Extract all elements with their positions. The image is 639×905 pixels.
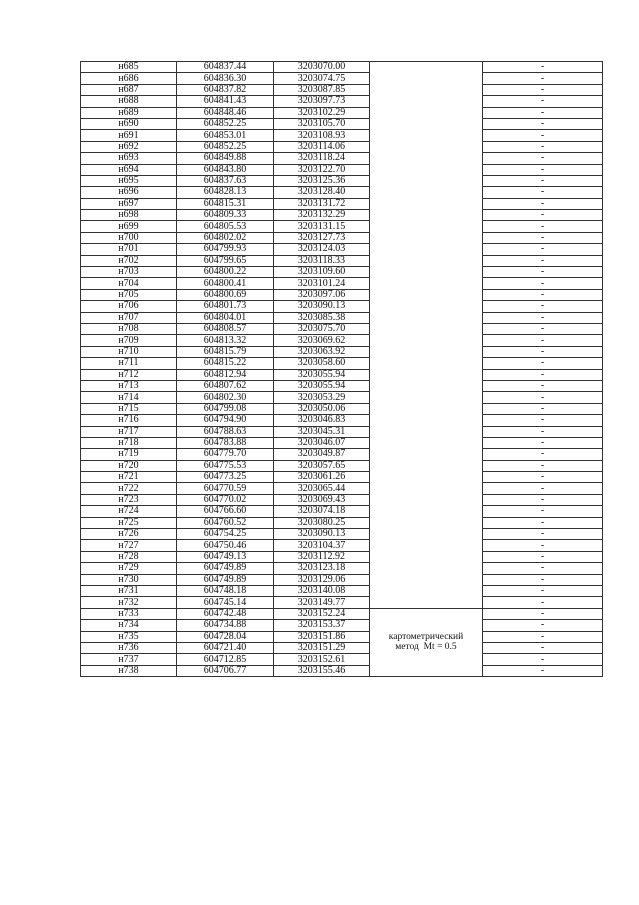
x-coordinate-cell: 604788.63 bbox=[177, 426, 274, 437]
y-coordinate-cell: 3203045.31 bbox=[274, 426, 370, 437]
x-coordinate-cell: 604848.46 bbox=[177, 107, 274, 118]
error-value-cell: - bbox=[483, 529, 603, 540]
table-row bbox=[81, 654, 603, 665]
error-value-cell: - bbox=[483, 494, 603, 505]
point-id-cell: н735 bbox=[81, 631, 177, 642]
x-coordinate-cell: 604853.01 bbox=[177, 130, 274, 141]
error-value-cell: - bbox=[483, 358, 603, 369]
table-row bbox=[81, 460, 603, 471]
point-id-cell: н699 bbox=[81, 221, 177, 232]
y-coordinate-cell: 3203063.92 bbox=[274, 346, 370, 357]
point-id-cell: н726 bbox=[81, 529, 177, 540]
y-coordinate-cell: 3203122.70 bbox=[274, 164, 370, 175]
error-value-cell: - bbox=[483, 289, 603, 300]
x-coordinate-cell: 604837.82 bbox=[177, 84, 274, 95]
point-id-cell: н690 bbox=[81, 118, 177, 129]
error-value-cell: - bbox=[483, 506, 603, 517]
error-value-cell: - bbox=[483, 312, 603, 323]
y-coordinate-cell: 3203131.15 bbox=[274, 221, 370, 232]
y-coordinate-cell: 3203069.43 bbox=[274, 494, 370, 505]
coordinates-table bbox=[80, 61, 603, 677]
y-coordinate-cell: 3203109.60 bbox=[274, 267, 370, 278]
table-row bbox=[81, 483, 603, 494]
error-value-cell: - bbox=[483, 460, 603, 471]
table-row bbox=[81, 312, 603, 323]
point-id-cell: н734 bbox=[81, 620, 177, 631]
table-row bbox=[81, 517, 603, 528]
x-coordinate-cell: 604773.25 bbox=[177, 472, 274, 483]
x-coordinate-cell: 604804.01 bbox=[177, 312, 274, 323]
table-row bbox=[81, 380, 603, 391]
table-row bbox=[81, 540, 603, 551]
table-row bbox=[81, 96, 603, 107]
y-coordinate-cell: 3203118.24 bbox=[274, 153, 370, 164]
x-coordinate-cell: 604728.04 bbox=[177, 631, 274, 642]
error-value-cell: - bbox=[483, 369, 603, 380]
x-coordinate-cell: 604770.59 bbox=[177, 483, 274, 494]
error-value-cell: - bbox=[483, 118, 603, 129]
point-id-cell: н724 bbox=[81, 506, 177, 517]
y-coordinate-cell: 3203102.29 bbox=[274, 107, 370, 118]
y-coordinate-cell: 3203140.08 bbox=[274, 585, 370, 596]
method-label-line1: картометрический bbox=[388, 632, 464, 643]
table-row bbox=[81, 175, 603, 186]
table-row bbox=[81, 255, 603, 266]
point-id-cell: н721 bbox=[81, 472, 177, 483]
point-id-cell: н687 bbox=[81, 84, 177, 95]
x-coordinate-cell: 604841.43 bbox=[177, 96, 274, 107]
y-coordinate-cell: 3203055.94 bbox=[274, 369, 370, 380]
point-id-cell: н706 bbox=[81, 301, 177, 312]
x-coordinate-cell: 604800.41 bbox=[177, 278, 274, 289]
error-value-cell: - bbox=[483, 130, 603, 141]
table-row bbox=[81, 153, 603, 164]
x-coordinate-cell: 604749.13 bbox=[177, 551, 274, 562]
error-value-cell: - bbox=[483, 449, 603, 460]
x-coordinate-cell: 604802.02 bbox=[177, 232, 274, 243]
point-id-cell: н688 bbox=[81, 96, 177, 107]
error-value-cell: - bbox=[483, 164, 603, 175]
error-value-cell: - bbox=[483, 642, 603, 653]
x-coordinate-cell: 604799.65 bbox=[177, 255, 274, 266]
point-id-cell: н714 bbox=[81, 392, 177, 403]
point-id-cell: н685 bbox=[81, 62, 177, 73]
error-value-cell: - bbox=[483, 335, 603, 346]
x-coordinate-cell: 604815.31 bbox=[177, 198, 274, 209]
error-value-cell: - bbox=[483, 563, 603, 574]
point-id-cell: н736 bbox=[81, 642, 177, 653]
table-row bbox=[81, 278, 603, 289]
x-coordinate-cell: 604800.69 bbox=[177, 289, 274, 300]
table-row bbox=[81, 426, 603, 437]
table-row bbox=[81, 506, 603, 517]
x-coordinate-cell: 604760.52 bbox=[177, 517, 274, 528]
y-coordinate-cell: 3203087.85 bbox=[274, 84, 370, 95]
table-row bbox=[81, 472, 603, 483]
point-id-cell: н738 bbox=[81, 665, 177, 676]
error-value-cell: - bbox=[483, 392, 603, 403]
y-coordinate-cell: 3203151.86 bbox=[274, 631, 370, 642]
point-id-cell: н732 bbox=[81, 597, 177, 608]
error-value-cell: - bbox=[483, 73, 603, 84]
table-row bbox=[81, 73, 603, 84]
point-id-cell: н729 bbox=[81, 563, 177, 574]
point-id-cell: н705 bbox=[81, 289, 177, 300]
x-coordinate-cell: 604799.08 bbox=[177, 403, 274, 414]
x-coordinate-cell: 604779.70 bbox=[177, 449, 274, 460]
y-coordinate-cell: 3203065.44 bbox=[274, 483, 370, 494]
table-row bbox=[81, 358, 603, 369]
table-row bbox=[81, 118, 603, 129]
error-value-cell: - bbox=[483, 380, 603, 391]
table-row bbox=[81, 597, 603, 608]
table-row bbox=[81, 323, 603, 334]
error-value-cell: - bbox=[483, 665, 603, 676]
point-id-cell: н704 bbox=[81, 278, 177, 289]
x-coordinate-cell: 604837.44 bbox=[177, 62, 274, 73]
table-row bbox=[81, 335, 603, 346]
coordinates-table-body bbox=[81, 62, 603, 677]
point-id-cell: н720 bbox=[81, 460, 177, 471]
point-id-cell: н718 bbox=[81, 437, 177, 448]
y-coordinate-cell: 3203129.06 bbox=[274, 574, 370, 585]
y-coordinate-cell: 3203069.62 bbox=[274, 335, 370, 346]
point-id-cell: н702 bbox=[81, 255, 177, 266]
x-coordinate-cell: 604754.25 bbox=[177, 529, 274, 540]
table-row bbox=[81, 141, 603, 152]
point-id-cell: н708 bbox=[81, 323, 177, 334]
table-row bbox=[81, 187, 603, 198]
y-coordinate-cell: 3203112.92 bbox=[274, 551, 370, 562]
x-coordinate-cell: 604706.77 bbox=[177, 665, 274, 676]
error-value-cell: - bbox=[483, 62, 603, 73]
point-id-cell: н728 bbox=[81, 551, 177, 562]
x-coordinate-cell: 604766.60 bbox=[177, 506, 274, 517]
x-coordinate-cell: 604852.25 bbox=[177, 141, 274, 152]
table-row bbox=[81, 198, 603, 209]
y-coordinate-cell: 3203153.37 bbox=[274, 620, 370, 631]
error-value-cell: - bbox=[483, 210, 603, 221]
error-value-cell: - bbox=[483, 472, 603, 483]
x-coordinate-cell: 604807.62 bbox=[177, 380, 274, 391]
y-coordinate-cell: 3203128.40 bbox=[274, 187, 370, 198]
table-row bbox=[81, 346, 603, 357]
point-id-cell: н712 bbox=[81, 369, 177, 380]
point-id-cell: н707 bbox=[81, 312, 177, 323]
point-id-cell: н697 bbox=[81, 198, 177, 209]
point-id-cell: н730 bbox=[81, 574, 177, 585]
y-coordinate-cell: 3203090.13 bbox=[274, 301, 370, 312]
table-row bbox=[81, 130, 603, 141]
table-row bbox=[81, 563, 603, 574]
y-coordinate-cell: 3203125.36 bbox=[274, 175, 370, 186]
x-coordinate-cell: 604837.63 bbox=[177, 175, 274, 186]
table-row bbox=[81, 494, 603, 505]
y-coordinate-cell: 3203074.18 bbox=[274, 506, 370, 517]
error-value-cell: - bbox=[483, 631, 603, 642]
point-id-cell: н703 bbox=[81, 267, 177, 278]
y-coordinate-cell: 3203050.06 bbox=[274, 403, 370, 414]
y-coordinate-cell: 3203053.29 bbox=[274, 392, 370, 403]
point-id-cell: н693 bbox=[81, 153, 177, 164]
point-id-cell: н710 bbox=[81, 346, 177, 357]
table-row bbox=[81, 574, 603, 585]
error-value-cell: - bbox=[483, 323, 603, 334]
y-coordinate-cell: 3203057.65 bbox=[274, 460, 370, 471]
table-row bbox=[81, 301, 603, 312]
table-row bbox=[81, 62, 603, 73]
table-row bbox=[81, 415, 603, 426]
x-coordinate-cell: 604815.79 bbox=[177, 346, 274, 357]
table-row bbox=[81, 449, 603, 460]
table-row bbox=[81, 369, 603, 380]
y-coordinate-cell: 3203090.13 bbox=[274, 529, 370, 540]
x-coordinate-cell: 604815.22 bbox=[177, 358, 274, 369]
y-coordinate-cell: 3203131.72 bbox=[274, 198, 370, 209]
error-value-cell: - bbox=[483, 517, 603, 528]
table-row bbox=[81, 585, 603, 596]
error-value-cell: - bbox=[483, 574, 603, 585]
error-value-cell: - bbox=[483, 84, 603, 95]
table-row bbox=[81, 267, 603, 278]
table-row bbox=[81, 620, 603, 631]
error-value-cell: - bbox=[483, 620, 603, 631]
point-id-cell: н709 bbox=[81, 335, 177, 346]
point-id-cell: н689 bbox=[81, 107, 177, 118]
point-id-cell: н695 bbox=[81, 175, 177, 186]
x-coordinate-cell: 604712.85 bbox=[177, 654, 274, 665]
error-value-cell: - bbox=[483, 597, 603, 608]
error-value-cell: - bbox=[483, 403, 603, 414]
y-coordinate-cell: 3203049.87 bbox=[274, 449, 370, 460]
table-row bbox=[81, 631, 603, 642]
y-coordinate-cell: 3203046.83 bbox=[274, 415, 370, 426]
y-coordinate-cell: 3203152.24 bbox=[274, 608, 370, 619]
x-coordinate-cell: 604849.88 bbox=[177, 153, 274, 164]
y-coordinate-cell: 3203118.33 bbox=[274, 255, 370, 266]
table-row bbox=[81, 84, 603, 95]
y-coordinate-cell: 3203149.77 bbox=[274, 597, 370, 608]
point-id-cell: н719 bbox=[81, 449, 177, 460]
x-coordinate-cell: 604750.46 bbox=[177, 540, 274, 551]
table-row bbox=[81, 551, 603, 562]
x-coordinate-cell: 604812.94 bbox=[177, 369, 274, 380]
x-coordinate-cell: 604843.80 bbox=[177, 164, 274, 175]
point-id-cell: н701 bbox=[81, 244, 177, 255]
point-id-cell: н727 bbox=[81, 540, 177, 551]
x-coordinate-cell: 604801.73 bbox=[177, 301, 274, 312]
x-coordinate-cell: 604802.30 bbox=[177, 392, 274, 403]
y-coordinate-cell: 3203151.29 bbox=[274, 642, 370, 653]
table-row bbox=[81, 608, 603, 619]
table-row bbox=[81, 244, 603, 255]
point-id-cell: н713 bbox=[81, 380, 177, 391]
y-coordinate-cell: 3203105.70 bbox=[274, 118, 370, 129]
x-coordinate-cell: 604721.40 bbox=[177, 642, 274, 653]
point-id-cell: н722 bbox=[81, 483, 177, 494]
y-coordinate-cell: 3203155.46 bbox=[274, 665, 370, 676]
x-coordinate-cell: 604800.22 bbox=[177, 267, 274, 278]
error-value-cell: - bbox=[483, 175, 603, 186]
error-value-cell: - bbox=[483, 415, 603, 426]
y-coordinate-cell: 3203058.60 bbox=[274, 358, 370, 369]
error-value-cell: - bbox=[483, 540, 603, 551]
x-coordinate-cell: 604748.18 bbox=[177, 585, 274, 596]
y-coordinate-cell: 3203097.06 bbox=[274, 289, 370, 300]
point-id-cell: н694 bbox=[81, 164, 177, 175]
y-coordinate-cell: 3203152.61 bbox=[274, 654, 370, 665]
x-coordinate-cell: 604808.57 bbox=[177, 323, 274, 334]
x-coordinate-cell: 604749.89 bbox=[177, 574, 274, 585]
point-id-cell: н698 bbox=[81, 210, 177, 221]
x-coordinate-cell: 604852.25 bbox=[177, 118, 274, 129]
error-value-cell: - bbox=[483, 221, 603, 232]
table-row bbox=[81, 164, 603, 175]
table-row bbox=[81, 392, 603, 403]
error-value-cell: - bbox=[483, 483, 603, 494]
point-id-cell: н691 bbox=[81, 130, 177, 141]
table-row bbox=[81, 232, 603, 243]
y-coordinate-cell: 3203046.07 bbox=[274, 437, 370, 448]
y-coordinate-cell: 3203074.75 bbox=[274, 73, 370, 84]
y-coordinate-cell: 3203097.73 bbox=[274, 96, 370, 107]
y-coordinate-cell: 3203127.73 bbox=[274, 232, 370, 243]
y-coordinate-cell: 3203132.29 bbox=[274, 210, 370, 221]
y-coordinate-cell: 3203075.70 bbox=[274, 323, 370, 334]
y-coordinate-cell: 3203114.06 bbox=[274, 141, 370, 152]
error-value-cell: - bbox=[483, 244, 603, 255]
y-coordinate-cell: 3203123.18 bbox=[274, 563, 370, 574]
x-coordinate-cell: 604742.48 bbox=[177, 608, 274, 619]
table-row bbox=[81, 437, 603, 448]
error-value-cell: - bbox=[483, 426, 603, 437]
error-value-cell: - bbox=[483, 141, 603, 152]
error-value-cell: - bbox=[483, 301, 603, 312]
x-coordinate-cell: 604799.93 bbox=[177, 244, 274, 255]
y-coordinate-cell: 3203070.00 bbox=[274, 62, 370, 73]
point-id-cell: н715 bbox=[81, 403, 177, 414]
error-value-cell: - bbox=[483, 585, 603, 596]
point-id-cell: н696 bbox=[81, 187, 177, 198]
point-id-cell: н737 bbox=[81, 654, 177, 665]
error-value-cell: - bbox=[483, 107, 603, 118]
point-id-cell: н700 bbox=[81, 232, 177, 243]
x-coordinate-cell: 604828.13 bbox=[177, 187, 274, 198]
x-coordinate-cell: 604775.53 bbox=[177, 460, 274, 471]
x-coordinate-cell: 604813.32 bbox=[177, 335, 274, 346]
table-row bbox=[81, 221, 603, 232]
x-coordinate-cell: 604749.89 bbox=[177, 563, 274, 574]
point-id-cell: н725 bbox=[81, 517, 177, 528]
table-row bbox=[81, 289, 603, 300]
y-coordinate-cell: 3203104.37 bbox=[274, 540, 370, 551]
point-id-cell: н716 bbox=[81, 415, 177, 426]
x-coordinate-cell: 604783.88 bbox=[177, 437, 274, 448]
error-value-cell: - bbox=[483, 96, 603, 107]
table-row bbox=[81, 665, 603, 676]
x-coordinate-cell: 604805.53 bbox=[177, 221, 274, 232]
point-id-cell: н731 bbox=[81, 585, 177, 596]
y-coordinate-cell: 3203061.26 bbox=[274, 472, 370, 483]
error-value-cell: - bbox=[483, 437, 603, 448]
point-id-cell: н723 bbox=[81, 494, 177, 505]
method-label-line2: метод Mt = 0.5 bbox=[395, 642, 457, 653]
point-id-cell: н692 bbox=[81, 141, 177, 152]
table-row bbox=[81, 529, 603, 540]
y-coordinate-cell: 3203124.03 bbox=[274, 244, 370, 255]
x-coordinate-cell: 604745.14 bbox=[177, 597, 274, 608]
point-id-cell: н717 bbox=[81, 426, 177, 437]
x-coordinate-cell: 604734.88 bbox=[177, 620, 274, 631]
x-coordinate-cell: 604809.33 bbox=[177, 210, 274, 221]
error-value-cell: - bbox=[483, 346, 603, 357]
table-row bbox=[81, 210, 603, 221]
error-value-cell: - bbox=[483, 232, 603, 243]
y-coordinate-cell: 3203085.38 bbox=[274, 312, 370, 323]
error-value-cell: - bbox=[483, 654, 603, 665]
table-row bbox=[81, 403, 603, 414]
point-id-cell: н733 bbox=[81, 608, 177, 619]
error-value-cell: - bbox=[483, 198, 603, 209]
y-coordinate-cell: 3203055.94 bbox=[274, 380, 370, 391]
x-coordinate-cell: 604770.02 bbox=[177, 494, 274, 505]
table-row bbox=[81, 107, 603, 118]
error-value-cell: - bbox=[483, 255, 603, 266]
point-id-cell: н686 bbox=[81, 73, 177, 84]
error-value-cell: - bbox=[483, 278, 603, 289]
table-row bbox=[81, 642, 603, 653]
y-coordinate-cell: 3203080.25 bbox=[274, 517, 370, 528]
error-value-cell: - bbox=[483, 153, 603, 164]
method-cell bbox=[370, 608, 483, 676]
x-coordinate-cell: 604836.30 bbox=[177, 73, 274, 84]
y-coordinate-cell: 3203101.24 bbox=[274, 278, 370, 289]
method-cell-empty bbox=[370, 62, 483, 609]
point-id-cell: н711 bbox=[81, 358, 177, 369]
error-value-cell: - bbox=[483, 267, 603, 278]
y-coordinate-cell: 3203108.93 bbox=[274, 130, 370, 141]
error-value-cell: - bbox=[483, 551, 603, 562]
x-coordinate-cell: 604794.90 bbox=[177, 415, 274, 426]
error-value-cell: - bbox=[483, 187, 603, 198]
error-value-cell: - bbox=[483, 608, 603, 619]
